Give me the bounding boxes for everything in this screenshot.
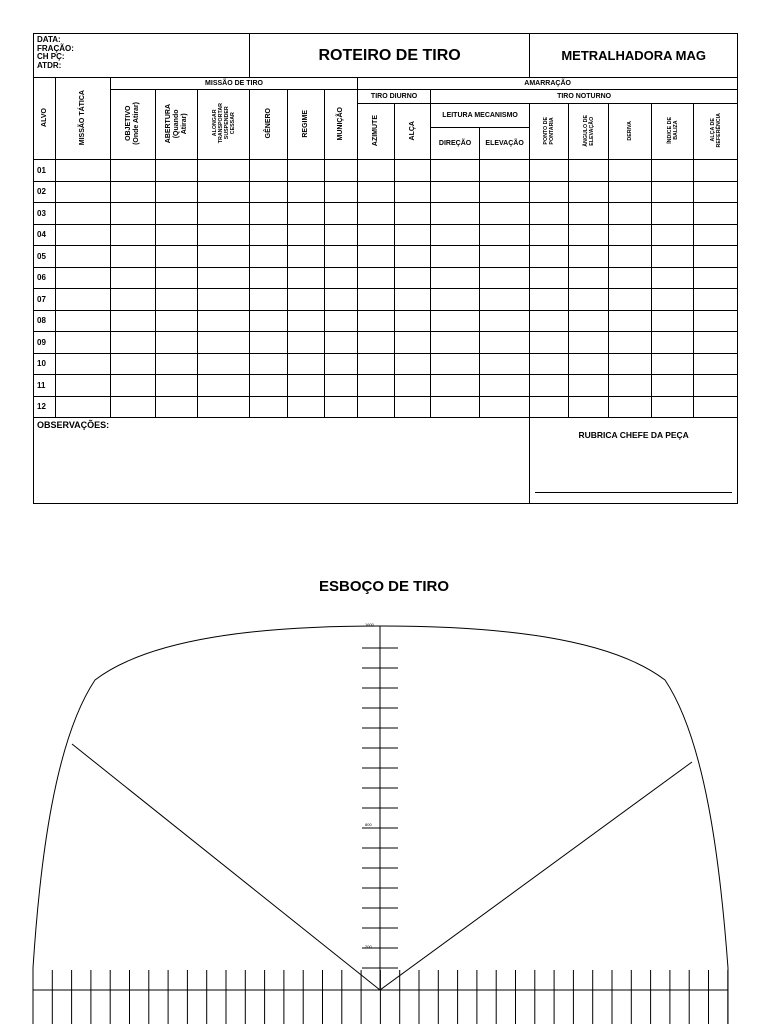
col-direcao: DIREÇÃO bbox=[431, 128, 480, 160]
entry-cell[interactable] bbox=[198, 203, 250, 225]
col-azimute: AZIMUTE bbox=[358, 104, 395, 160]
entry-cell[interactable] bbox=[250, 246, 288, 268]
date-label: DATA: bbox=[37, 35, 61, 44]
signature-line bbox=[535, 492, 732, 493]
unit-label: FRAÇÃO: bbox=[37, 43, 74, 53]
entry-cell[interactable] bbox=[198, 267, 250, 289]
entry-cell[interactable] bbox=[694, 267, 738, 289]
firing-sketch bbox=[0, 600, 768, 1024]
entry-cell[interactable] bbox=[56, 181, 111, 203]
entry-cell[interactable] bbox=[325, 310, 358, 332]
entry-cell[interactable] bbox=[431, 332, 480, 354]
firing-plan-form bbox=[33, 33, 737, 507]
entry-cell[interactable] bbox=[325, 332, 358, 354]
entry-cell[interactable] bbox=[431, 289, 480, 311]
entry-cell[interactable] bbox=[652, 396, 694, 418]
col-angulo-elevacao: ÂNGULO DE ELEVAÇÃO bbox=[569, 104, 609, 160]
row-number: 12 bbox=[34, 396, 56, 418]
entry-cell[interactable] bbox=[358, 246, 395, 268]
entry-cell[interactable] bbox=[431, 224, 480, 246]
entry-cell[interactable] bbox=[198, 160, 250, 182]
entry-cell[interactable] bbox=[480, 310, 530, 332]
entry-cell[interactable] bbox=[111, 160, 156, 182]
observations-field[interactable] bbox=[34, 418, 530, 504]
entry-cell[interactable] bbox=[111, 289, 156, 311]
entry-cell[interactable] bbox=[652, 224, 694, 246]
col-missao-tatica: MISSÃO TÁTICA bbox=[56, 78, 111, 160]
col-alongar: ALONGAR TRANSPORTAR SUSPENDER CESSAR bbox=[198, 90, 250, 160]
row-number: 05 bbox=[34, 246, 56, 268]
entry-cell[interactable] bbox=[111, 353, 156, 375]
entry-cell[interactable] bbox=[198, 289, 250, 311]
signature-label: RUBRICA CHEFE DA PEÇA bbox=[578, 430, 689, 440]
entry-cell[interactable] bbox=[156, 246, 198, 268]
entry-cell[interactable] bbox=[358, 332, 395, 354]
entry-cell[interactable] bbox=[694, 203, 738, 225]
entry-cell[interactable] bbox=[652, 289, 694, 311]
entry-cell[interactable] bbox=[198, 353, 250, 375]
group-leitura: LEITURA MECANISMO bbox=[431, 104, 530, 128]
entry-cell[interactable] bbox=[198, 332, 250, 354]
entry-cell[interactable] bbox=[358, 289, 395, 311]
entry-cell[interactable] bbox=[431, 396, 480, 418]
col-alca: ALÇA bbox=[395, 104, 431, 160]
entry-cell[interactable] bbox=[609, 203, 652, 225]
entry-cell[interactable] bbox=[530, 310, 569, 332]
entry-cell[interactable] bbox=[694, 160, 738, 182]
gunner-label: ATDR: bbox=[37, 60, 62, 70]
entry-cell[interactable] bbox=[569, 246, 609, 268]
table-row bbox=[34, 267, 738, 289]
entry-cell[interactable] bbox=[56, 224, 111, 246]
entry-cell[interactable] bbox=[111, 310, 156, 332]
col-regime: REGIME bbox=[288, 90, 325, 160]
table-row bbox=[34, 375, 738, 397]
entry-cell[interactable] bbox=[156, 224, 198, 246]
entry-cell[interactable] bbox=[480, 203, 530, 225]
entry-cell[interactable] bbox=[288, 353, 325, 375]
entry-cell[interactable] bbox=[395, 332, 431, 354]
group-amarracao: AMARRAÇÃO bbox=[358, 78, 738, 90]
entry-cell[interactable] bbox=[609, 353, 652, 375]
entry-cell[interactable] bbox=[198, 246, 250, 268]
entry-cell[interactable] bbox=[358, 310, 395, 332]
entry-cell[interactable] bbox=[569, 396, 609, 418]
entry-cell[interactable] bbox=[111, 224, 156, 246]
entry-cell[interactable] bbox=[56, 310, 111, 332]
entry-cell[interactable] bbox=[694, 181, 738, 203]
entry-cell[interactable] bbox=[694, 310, 738, 332]
entry-cell[interactable] bbox=[288, 160, 325, 182]
table-row bbox=[34, 289, 738, 311]
range-label-1600: 1600 bbox=[365, 622, 374, 627]
entry-cell[interactable] bbox=[530, 181, 569, 203]
entry-cell[interactable] bbox=[288, 332, 325, 354]
entry-cell[interactable] bbox=[325, 224, 358, 246]
table-row bbox=[34, 396, 738, 418]
entry-cell[interactable] bbox=[358, 181, 395, 203]
entry-cell[interactable] bbox=[111, 375, 156, 397]
table-row bbox=[34, 203, 738, 225]
table-row bbox=[34, 224, 738, 246]
entry-cell[interactable] bbox=[694, 246, 738, 268]
entry-cell[interactable] bbox=[609, 246, 652, 268]
entry-cell[interactable] bbox=[569, 181, 609, 203]
col-deriva: DERIVA bbox=[609, 104, 652, 160]
entry-cell[interactable] bbox=[395, 160, 431, 182]
entry-cell[interactable] bbox=[325, 289, 358, 311]
sketch-title: ESBOÇO DE TIRO bbox=[318, 578, 449, 595]
entry-cell[interactable] bbox=[652, 375, 694, 397]
table-row bbox=[34, 332, 738, 354]
entry-cell[interactable] bbox=[569, 310, 609, 332]
row-number: 03 bbox=[34, 203, 56, 225]
entry-cell[interactable] bbox=[288, 203, 325, 225]
group-tiro-noturno: TIRO NOTURNO bbox=[431, 90, 738, 104]
entry-cell[interactable] bbox=[156, 181, 198, 203]
entry-cell[interactable] bbox=[609, 332, 652, 354]
signature-field[interactable] bbox=[530, 418, 738, 504]
entry-cell[interactable] bbox=[358, 267, 395, 289]
entry-cell[interactable] bbox=[156, 203, 198, 225]
firing-plan-table bbox=[33, 33, 738, 504]
entry-cell[interactable] bbox=[198, 375, 250, 397]
table-row bbox=[34, 353, 738, 375]
entry-cell[interactable] bbox=[395, 310, 431, 332]
entry-cell[interactable] bbox=[250, 310, 288, 332]
entry-cell[interactable] bbox=[609, 375, 652, 397]
entry-cell[interactable] bbox=[694, 353, 738, 375]
entry-cell[interactable] bbox=[156, 267, 198, 289]
entry-cell[interactable] bbox=[111, 332, 156, 354]
entry-cell[interactable] bbox=[358, 224, 395, 246]
entry-cell[interactable] bbox=[569, 203, 609, 225]
row-number: 08 bbox=[34, 310, 56, 332]
entry-cell[interactable] bbox=[156, 396, 198, 418]
entry-cell[interactable] bbox=[569, 160, 609, 182]
entry-cell[interactable] bbox=[250, 353, 288, 375]
entry-cell[interactable] bbox=[358, 375, 395, 397]
entry-cell[interactable] bbox=[111, 181, 156, 203]
entry-cell[interactable] bbox=[250, 160, 288, 182]
entry-cell[interactable] bbox=[288, 396, 325, 418]
entry-cell[interactable] bbox=[480, 332, 530, 354]
entry-cell[interactable] bbox=[652, 310, 694, 332]
entry-cell[interactable] bbox=[652, 332, 694, 354]
entry-cell[interactable] bbox=[288, 224, 325, 246]
entry-cell[interactable] bbox=[111, 246, 156, 268]
entry-cell[interactable] bbox=[569, 353, 609, 375]
entry-cell[interactable] bbox=[56, 160, 111, 182]
entry-cell[interactable] bbox=[652, 267, 694, 289]
entry-cell[interactable] bbox=[198, 224, 250, 246]
entry-cell[interactable] bbox=[609, 224, 652, 246]
table-row bbox=[34, 181, 738, 203]
entry-cell[interactable] bbox=[395, 224, 431, 246]
entry-cell[interactable] bbox=[569, 289, 609, 311]
entry-cell[interactable] bbox=[250, 396, 288, 418]
entry-cell[interactable] bbox=[250, 289, 288, 311]
entry-cell[interactable] bbox=[609, 181, 652, 203]
entry-cell[interactable] bbox=[569, 332, 609, 354]
row-number: 01 bbox=[34, 160, 56, 182]
entry-cell[interactable] bbox=[250, 224, 288, 246]
entry-cell[interactable] bbox=[431, 203, 480, 225]
entry-cell[interactable] bbox=[480, 396, 530, 418]
form-rows bbox=[34, 160, 738, 418]
entry-cell[interactable] bbox=[530, 160, 569, 182]
weapon-title: METRALHADORA MAG bbox=[530, 34, 738, 78]
entry-cell[interactable] bbox=[325, 353, 358, 375]
entry-cell[interactable] bbox=[250, 267, 288, 289]
entry-cell[interactable] bbox=[431, 246, 480, 268]
entry-cell[interactable] bbox=[530, 203, 569, 225]
entry-cell[interactable] bbox=[198, 310, 250, 332]
entry-cell[interactable] bbox=[56, 203, 111, 225]
entry-cell[interactable] bbox=[56, 289, 111, 311]
entry-cell[interactable] bbox=[250, 181, 288, 203]
entry-cell[interactable] bbox=[56, 375, 111, 397]
col-abertura: ABERTURA (Quando Atirar) bbox=[156, 90, 198, 160]
entry-cell[interactable] bbox=[395, 289, 431, 311]
entry-cell[interactable] bbox=[250, 332, 288, 354]
entry-cell[interactable] bbox=[325, 396, 358, 418]
col-municao: MUNIÇÃO bbox=[325, 90, 358, 160]
entry-cell[interactable] bbox=[530, 332, 569, 354]
entry-cell[interactable] bbox=[325, 181, 358, 203]
entry-cell[interactable] bbox=[325, 160, 358, 182]
entry-cell[interactable] bbox=[694, 396, 738, 418]
entry-cell[interactable] bbox=[111, 203, 156, 225]
range-label-800: 800 bbox=[365, 822, 372, 827]
entry-cell[interactable] bbox=[431, 310, 480, 332]
entry-cell[interactable] bbox=[395, 267, 431, 289]
entry-cell[interactable] bbox=[569, 224, 609, 246]
entry-cell[interactable] bbox=[431, 353, 480, 375]
entry-cell[interactable] bbox=[480, 224, 530, 246]
group-tiro-diurno: TIRO DIURNO bbox=[358, 90, 431, 104]
entry-cell[interactable] bbox=[609, 289, 652, 311]
entry-cell[interactable] bbox=[111, 396, 156, 418]
row-number: 11 bbox=[34, 375, 56, 397]
entry-cell[interactable] bbox=[156, 332, 198, 354]
entry-cell[interactable] bbox=[694, 289, 738, 311]
entry-cell[interactable] bbox=[395, 203, 431, 225]
entry-cell[interactable] bbox=[56, 353, 111, 375]
entry-cell[interactable] bbox=[569, 267, 609, 289]
entry-cell[interactable] bbox=[56, 246, 111, 268]
baseline-ticks bbox=[33, 970, 728, 1024]
entry-cell[interactable] bbox=[480, 267, 530, 289]
entry-cell[interactable] bbox=[694, 375, 738, 397]
col-alca-referencia: ALÇA DE REFERÊNCIA bbox=[694, 104, 738, 160]
col-elevacao: ELEVAÇÃO bbox=[480, 128, 530, 160]
entry-cell[interactable] bbox=[56, 267, 111, 289]
entry-cell[interactable] bbox=[325, 203, 358, 225]
observations-label: OBSERVAÇÕES: bbox=[37, 420, 110, 430]
entry-cell[interactable] bbox=[250, 203, 288, 225]
row-number: 07 bbox=[34, 289, 56, 311]
entry-cell[interactable] bbox=[156, 289, 198, 311]
row-number: 10 bbox=[34, 353, 56, 375]
entry-cell[interactable] bbox=[111, 267, 156, 289]
entry-cell[interactable] bbox=[652, 160, 694, 182]
entry-cell[interactable] bbox=[480, 181, 530, 203]
col-objetivo: OBJETIVO (Onde Atirar) bbox=[111, 90, 156, 160]
entry-cell[interactable] bbox=[56, 332, 111, 354]
entry-cell[interactable] bbox=[530, 267, 569, 289]
entry-cell[interactable] bbox=[288, 289, 325, 311]
row-number: 09 bbox=[34, 332, 56, 354]
entry-cell[interactable] bbox=[530, 396, 569, 418]
entry-cell[interactable] bbox=[288, 181, 325, 203]
entry-cell[interactable] bbox=[431, 160, 480, 182]
entry-cell[interactable] bbox=[694, 224, 738, 246]
entry-cell[interactable] bbox=[358, 396, 395, 418]
entry-cell[interactable] bbox=[56, 396, 111, 418]
row-number: 02 bbox=[34, 181, 56, 203]
entry-cell[interactable] bbox=[694, 332, 738, 354]
row-number: 04 bbox=[34, 224, 56, 246]
entry-cell[interactable] bbox=[530, 224, 569, 246]
entry-cell[interactable] bbox=[325, 375, 358, 397]
entry-cell[interactable] bbox=[569, 375, 609, 397]
entry-cell[interactable] bbox=[395, 375, 431, 397]
entry-cell[interactable] bbox=[480, 289, 530, 311]
entry-cell[interactable] bbox=[198, 181, 250, 203]
entry-cell[interactable] bbox=[431, 375, 480, 397]
entry-cell[interactable] bbox=[156, 353, 198, 375]
entry-cell[interactable] bbox=[480, 353, 530, 375]
entry-cell[interactable] bbox=[198, 396, 250, 418]
entry-cell[interactable] bbox=[156, 310, 198, 332]
table-row bbox=[34, 246, 738, 268]
col-alvo: ALVO bbox=[34, 78, 56, 160]
group-missao: MISSÃO DE TIRO bbox=[111, 78, 358, 90]
entry-cell[interactable] bbox=[325, 267, 358, 289]
entry-cell[interactable] bbox=[609, 396, 652, 418]
entry-cell[interactable] bbox=[480, 246, 530, 268]
entry-cell[interactable] bbox=[480, 375, 530, 397]
right-sector-limit bbox=[380, 762, 692, 990]
table-row bbox=[34, 310, 738, 332]
entry-cell[interactable] bbox=[288, 310, 325, 332]
entry-cell[interactable] bbox=[609, 160, 652, 182]
entry-cell[interactable] bbox=[480, 160, 530, 182]
entry-cell[interactable] bbox=[530, 353, 569, 375]
form-title: ROTEIRO DE TIRO bbox=[250, 34, 530, 78]
table-row bbox=[34, 160, 738, 182]
entry-cell[interactable] bbox=[156, 375, 198, 397]
entry-cell[interactable] bbox=[652, 181, 694, 203]
entry-cell[interactable] bbox=[652, 246, 694, 268]
entry-cell[interactable] bbox=[395, 353, 431, 375]
entry-cell[interactable] bbox=[250, 375, 288, 397]
entry-cell[interactable] bbox=[325, 246, 358, 268]
col-ponto-pontaria: PONTO DE PONTARIA bbox=[530, 104, 569, 160]
entry-cell[interactable] bbox=[652, 353, 694, 375]
entry-cell[interactable] bbox=[358, 160, 395, 182]
col-genero: GÊNERO bbox=[250, 90, 288, 160]
chief-label: CH PÇ: bbox=[37, 52, 65, 61]
entry-cell[interactable] bbox=[431, 181, 480, 203]
entry-cell[interactable] bbox=[530, 289, 569, 311]
entry-cell[interactable] bbox=[358, 203, 395, 225]
entry-cell[interactable] bbox=[609, 310, 652, 332]
range-label-200: 200 bbox=[365, 944, 372, 949]
entry-cell[interactable] bbox=[288, 267, 325, 289]
row-number: 06 bbox=[34, 267, 56, 289]
left-sector-limit bbox=[72, 744, 380, 990]
col-indice-baliza: ÍNDICE DE BALIZA bbox=[652, 104, 694, 160]
entry-cell[interactable] bbox=[395, 181, 431, 203]
entry-cell[interactable] bbox=[156, 160, 198, 182]
entry-cell[interactable] bbox=[395, 246, 431, 268]
entry-cell[interactable] bbox=[395, 396, 431, 418]
header-info bbox=[34, 34, 250, 78]
entry-cell[interactable] bbox=[652, 203, 694, 225]
entry-cell[interactable] bbox=[358, 353, 395, 375]
entry-cell[interactable] bbox=[609, 267, 652, 289]
entry-cell[interactable] bbox=[288, 246, 325, 268]
entry-cell[interactable] bbox=[288, 375, 325, 397]
entry-cell[interactable] bbox=[530, 375, 569, 397]
entry-cell[interactable] bbox=[431, 267, 480, 289]
entry-cell[interactable] bbox=[530, 246, 569, 268]
